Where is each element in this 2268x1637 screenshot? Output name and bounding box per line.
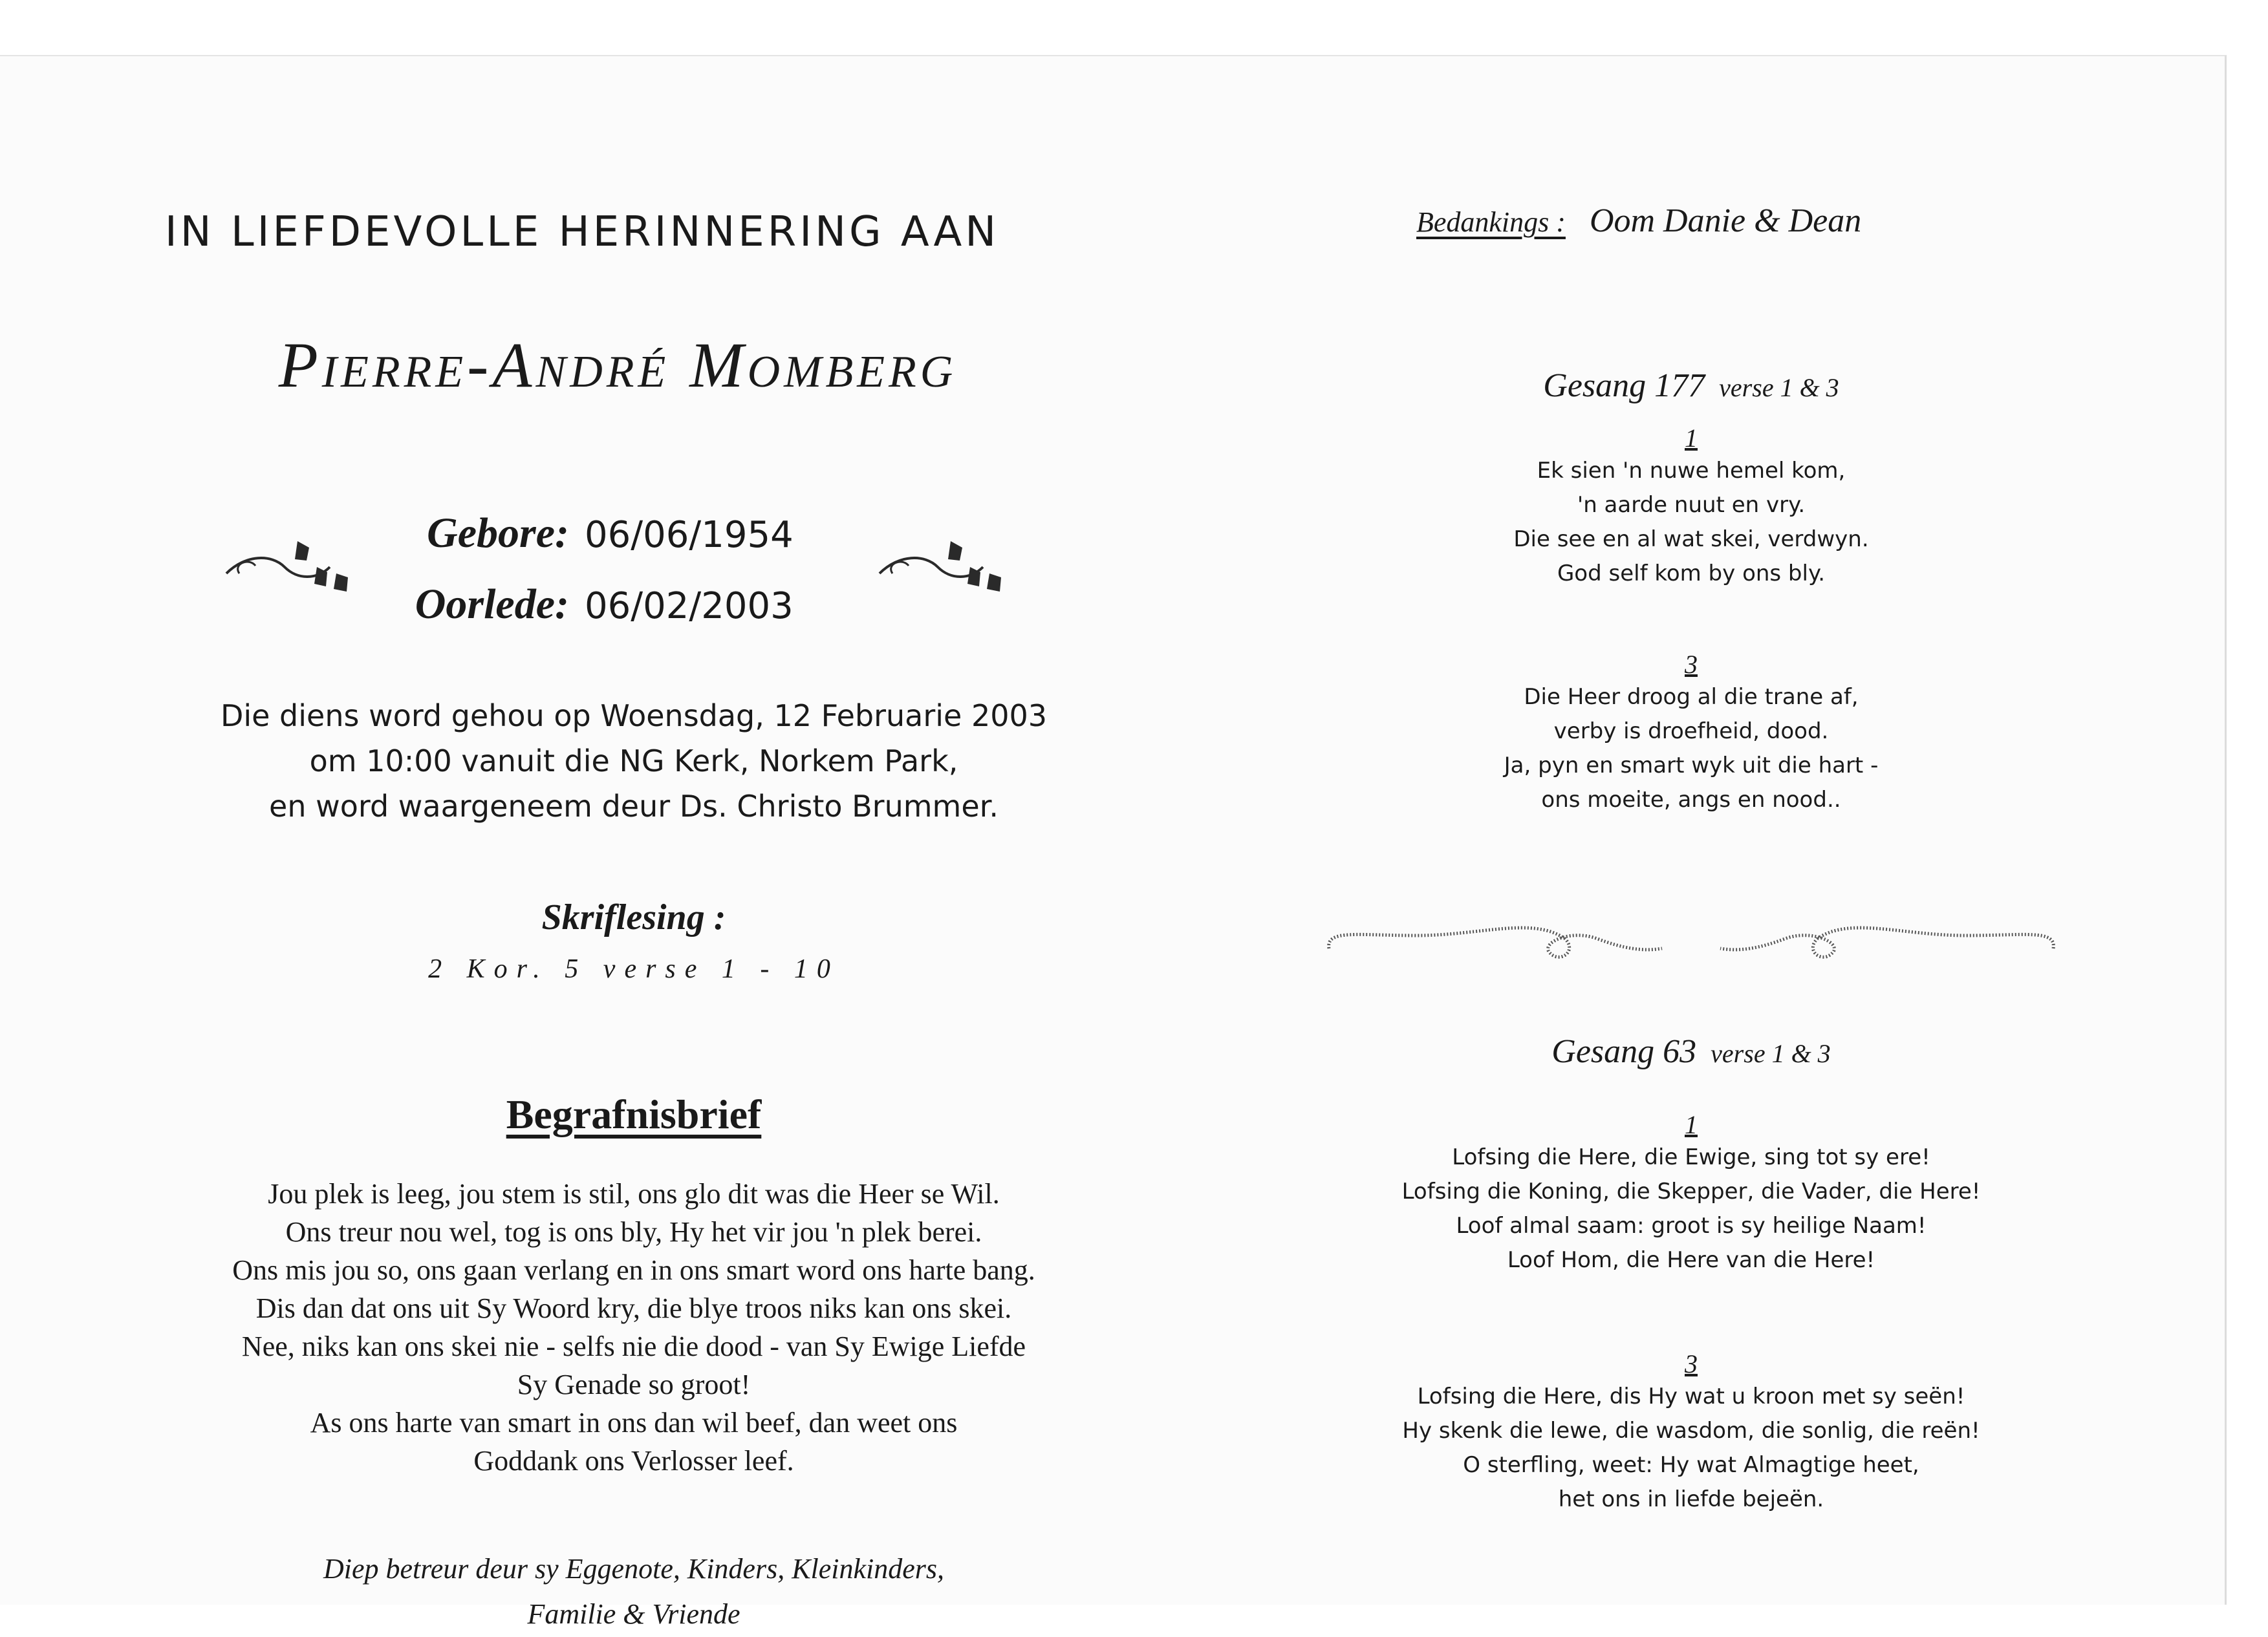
verse-text (1319, 680, 2063, 817)
service-line: Die diens word gehou op Woensdag, 12 Februarie 2003 (220, 698, 1048, 733)
poem-line: Ons treur nou wel, tog is ons bly, Hy het vir jou 'n plek berei. (285, 1216, 982, 1248)
scripture-reading-title: Skriflesing : (541, 897, 726, 937)
verse-line: Ja, pyn en smart wyk uit die hart - (1504, 753, 1879, 778)
hymn-verses-label: verse 1 & 3 (1719, 373, 1839, 402)
service-line: en word waargeneem deur Ds. Christo Brummer. (269, 789, 999, 824)
born-label: Gebore: (427, 509, 569, 557)
verse-line: O sterfling, weet: Hy wat Almagtige heet, (1463, 1452, 1919, 1478)
verse-text (1319, 454, 2063, 591)
vine-leaf-ornament-icon (873, 528, 1009, 599)
verse-line: ons moeite, angs en nood.. (1541, 787, 1841, 813)
family-line: Familie & Vriende (527, 1598, 740, 1630)
poem-line: Nee, niks kan ons skei nie - selfs nie die dood - van Sy Ewige Liefde (241, 1331, 1026, 1362)
verse-line: Hy skenk die lewe, die wasdom, die sonlig, die reën! (1402, 1418, 1980, 1444)
memorial-card-sheet (0, 55, 2227, 1630)
born-row (414, 509, 867, 580)
hymn-title (1319, 367, 2063, 405)
poem-line: Jou plek is leeg, jou stem is stil, ons glo dit was die Heer se Wil. (268, 1178, 1000, 1210)
verse-number: 1 (1685, 1110, 1698, 1139)
verse-line: Lofsing die Here, die Ewige, sing tot sy ere! (1452, 1144, 1930, 1170)
vine-leaf-ornament-icon (220, 528, 356, 599)
verse-line: Ek sien 'n nuwe hemel kom, (1537, 458, 1846, 484)
hymn-verses-label: verse 1 & 3 (1711, 1039, 1831, 1068)
verse-line: Die see en al wat skei, verdwyn. (1513, 526, 1869, 552)
died-row (414, 580, 867, 651)
thanks-names: Oom Danie & Dean (1589, 202, 1862, 239)
verse-line: Loof Hom, die Here van die Here! (1507, 1247, 1875, 1273)
poem-line: Goddank ons Verlosser leef. (473, 1445, 794, 1477)
family-line: Diep betreur deur sy Eggenote, Kinders, Kleinkinders, (323, 1553, 945, 1585)
verse-number: 3 (1685, 1349, 1698, 1378)
verse-line: Lofsing die Here, dis Hy wat u kroon met sy seën! (1417, 1384, 1965, 1409)
verse-line: God self kom by ons bly. (1557, 561, 1826, 586)
verse-line: verby is droefheid, dood. (1553, 718, 1829, 744)
verse-number: 3 (1685, 650, 1698, 679)
acknowledgements (1416, 202, 1998, 240)
deceased-name: Pierre-André Momberg (278, 329, 957, 401)
verse-line: Loof almal saam: groot is sy heilige Naam! (1456, 1213, 1927, 1239)
hymn-name: Gesang 63 (1551, 1033, 1697, 1070)
died-label: Oorlede: (415, 581, 569, 628)
mourners-signoff (116, 1546, 1151, 1637)
scripture-reference: 2 Kor. 5 verse 1 - 10 (428, 954, 839, 984)
died-date: 06/02/2003 (585, 585, 794, 627)
verse-line: het ons in liefde bejeën. (1558, 1486, 1824, 1512)
funeral-poem (116, 1175, 1151, 1480)
hymn-title (1319, 1032, 2063, 1071)
hymn-name: Gesang 177 (1543, 367, 1705, 404)
verse-text (1319, 1380, 2063, 1517)
dates-block (414, 509, 867, 651)
poem-line: Ons mis jou so, ons gaan verlang en in ons smart word ons harte bang. (232, 1254, 1035, 1286)
service-details (116, 693, 1151, 829)
born-date: 06/06/1954 (585, 514, 794, 556)
service-line: om 10:00 vanuit die NG Kerk, Norkem Park, (309, 744, 958, 778)
memorial-heading: IN LIEFDEVOLLE HERINNERING AAN (164, 208, 1000, 256)
hymn-63 (1319, 1032, 2063, 1517)
thanks-label: Bedankings : (1416, 206, 1566, 238)
poem-line: Dis dan dat ons uit Sy Woord kry, die blye troos niks kan ons skei. (255, 1292, 1012, 1324)
poem-line: As ons harte van smart in ons dan wil beef, dan weet ons (310, 1407, 958, 1439)
verse-line: Lofsing die Koning, die Skepper, die Vader, die Here! (1401, 1179, 1981, 1204)
poem-line: Sy Genade so groot! (517, 1369, 751, 1400)
verse-line: Die Heer droog al die trane af, (1524, 684, 1859, 710)
funeral-letter-title: Begrafnisbrief (506, 1091, 762, 1137)
swirl-divider-icon (1319, 913, 2063, 974)
hymn-177 (1319, 367, 2063, 817)
verse-number: 1 (1685, 423, 1698, 453)
verse-text (1319, 1140, 2063, 1278)
verse-line: 'n aarde nuut en vry. (1577, 492, 1806, 518)
